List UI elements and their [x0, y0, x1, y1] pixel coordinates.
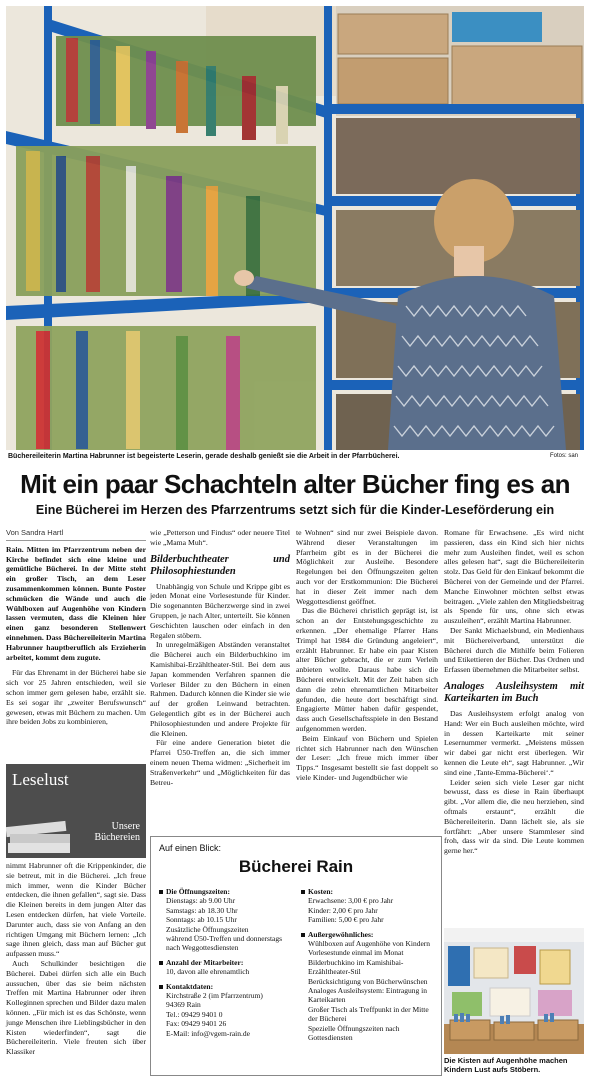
- paragraph: nimmt Habrunner oft die Krippenkinder, die sie betreut, mit in die Bücherei. „Ich freue mich immer, wenn die Kinder Bücher entdecken, die ihnen gefallen“, sagt sie. Dass die Kleinen bereits in dem jungen Alter das Lesen entdecken dürfen, hat viele Vorteile. Darunter auch, dass sie von Anfang an den richtigen Umgang mit Büchern lernen: „Ich sage ihnen gleich, dass man auf Bücher gut aufpassen muss.“: [6, 861, 146, 959]
- section-heading: Analoges Ausleihsystem mit Karteikarten im Buch: [444, 680, 584, 704]
- info-label: [301, 930, 437, 939]
- photo-credit: Fotos: san: [549, 453, 578, 459]
- paragraph: Romane für Erwachsene. „Es wird nicht passieren, dass ein Kind sich hier nichts mehr zum Ausleihen findet, weil es schon alles gelesen hat“, sagt die Büchereileiterin stolz. Das Geld für den Einkauf bekommt die Bücherei von der Gemeinde und der Pfarrei. Manche Einwohner möchten selbst etwas beitragen. „Viele zahlen den Mitgliedsbeitrag als Spende für uns, ohne sich etwas auszuleihen“, erzählt Martina Habrunner.: [444, 528, 584, 626]
- info-line: Vorlesestunde einmal im Monat: [308, 948, 404, 958]
- paragraph: Für eine andere Generation bietet die Pfarrei Ü50-Treffen an, die sich immer einem neuen Thema widmen: „Sicherheit im Straßenverkehr“ und „Möglichkeiten für das Betreu-: [150, 738, 290, 787]
- column-1: [6, 528, 146, 727]
- bullet-icon: [301, 933, 305, 937]
- paragraph: Für das Ehrenamt in der Bücherei habe sie sich vor 25 Jahren entschieden, weil sie schon immer gern gelesen habe, erzählt sie. Es sei sogar ihr „zweiter Berufswunsch“ gewesen, etwas mit Büchern zu machen. Um ihre beiden Jobs zu kombinieren,: [6, 668, 146, 727]
- photo-caption-text: Büchereileiterin Martina Habrunner ist begeisterte Leserin, gerade deshalb genießt sie die Arbeit in der Pfarrbücherei.: [8, 453, 400, 460]
- teaser-title: Leselust: [12, 770, 69, 789]
- info-line: Fax: 09429 9401 26: [166, 1019, 227, 1029]
- info-box-title: Bücherei Rain: [238, 857, 354, 876]
- headline: Mit ein paar Schachteln alter Bücher fing es an: [20, 469, 570, 499]
- info-line: Bilderbuchkino im Kamishibai-Erzähltheater-Stil: [308, 957, 404, 977]
- secondary-photo: [444, 928, 584, 1054]
- info-label: [159, 958, 295, 967]
- info-line: Kinder: 2,00 € pro Jahr: [308, 905, 378, 915]
- info-line: 94369 Rain: [166, 1000, 201, 1010]
- teaser-subtitle: [94, 821, 140, 843]
- column-3: [296, 528, 438, 783]
- secondary-photo-caption: Die Kisten auf Augenhöhe machen Kindern Lust aufs Stöbern.: [444, 1056, 568, 1074]
- teaser-subtitle-line2: Büchereien: [94, 832, 140, 843]
- email-link[interactable]: E-Mail: info@vgem-rain.de: [166, 1028, 250, 1038]
- paragraph: Das Ausleihsystem erfolgt analog von Hand: Wer ein Buch ausleihen möchte, wird in dessen Karteikarte mit seiner Lesernummer vermerkt. „Meistens müssen wir dabei gar nicht erst überlegen. Wir kennen die Leute eh“, sagt Habrunner. „Wir sind eine ‚Tante-Emma-Bücherei‘.“: [444, 708, 584, 777]
- info-label-text: Außergewöhnliches:: [308, 929, 374, 939]
- info-line: während Ü50-Treffen und donnerstags nach Weggottesdiensten: [166, 934, 283, 953]
- bullet-icon: [159, 961, 163, 965]
- section-heading: Bilderbuchtheater und Philosophiestunden: [150, 553, 290, 577]
- info-box-kicker: Auf einen Blick:: [159, 843, 222, 853]
- info-box-left: [159, 887, 295, 1038]
- info-label-text: Kosten:: [308, 887, 333, 896]
- lead-paragraph: Rain. Mitten im Pfarrzentrum neben der Kirche befindet sich eine kleine und gemütliche Bücherei. In der Mitte steht ein großer Tisch, an dem Leser zusammenkommen können. Bunte Poster schmücken die Wände und auch die Wühlboxen auf Augenhöhe von Kindern lassen vermuten, dass die Kleinen hier einen ganz besonderen Stellenwert einnehmen. Dass Büchereileiterin Martina Habrunner hauptberuflich als Erzieherin arbeitet, kommt dem zugute.: [6, 544, 146, 662]
- main-photo: [6, 6, 584, 450]
- bullet-icon: [159, 985, 163, 989]
- info-label-text: Die Öffnungszeiten:: [166, 887, 230, 896]
- info-label: [159, 982, 295, 991]
- info-line: Familien: 5,00 € pro Jahr: [308, 915, 384, 925]
- info-line: Kirchstraße 2 (im Pfarrzentrum): [166, 991, 263, 1001]
- info-label-text: Anzahl der Mitarbeiter:: [166, 957, 244, 967]
- info-line: 10, davon alle ehrenamtlich: [166, 967, 250, 977]
- paragraph: Der Sankt Michaelsbund, ein Medienhaus mit Büchereiverband, unterstützt die Bücherei durch die Mithilfe beim Folieren und Etikettieren der Bücher. Das Ordnen und Erfassen übernehmen die Mitarbeiter selbst.: [444, 625, 584, 675]
- column-1-continued: [6, 861, 146, 1057]
- info-line: Tel.: 09429 9401 0: [166, 1009, 223, 1019]
- series-teaser: [6, 764, 146, 858]
- info-box-right: [301, 887, 437, 1043]
- info-line: Samstags: ab 18.30 Uhr: [166, 905, 238, 915]
- info-label: [301, 887, 437, 896]
- column-4: [444, 528, 584, 856]
- info-line: Großer Tisch als Treffpunkt in der Mitte der Bücherei: [308, 1004, 429, 1024]
- info-line: Berücksichtigung von Bücherwünschen: [308, 976, 428, 986]
- bullet-icon: [159, 890, 163, 894]
- info-line: Wühlboxen auf Augenhöhe von Kindern: [308, 939, 431, 949]
- bullet-icon: [301, 890, 305, 894]
- paragraph: Beim Einkauf von Büchern und Spielen richtet sich Habrunner nach den Wünschen der Leser: „Ich freue mich immer über Tipps.“ Insgesamt bestellt sie fast doppelt so viele Kinder- und Jugendbücher wie: [296, 733, 438, 782]
- info-label-text: Kontaktdaten:: [166, 981, 214, 991]
- info-line: Spezielle Öffnungszeiten nach Gottesdiensten: [308, 1023, 400, 1043]
- info-line: Zusätzliche Öffnungszeiten: [166, 924, 249, 934]
- subheadline: Eine Bücherei im Herzen des Pfarrzentrums setzt sich für die Kinder-Leseförderung ein: [35, 503, 555, 517]
- paragraph: wie „Petterson und Findus“ oder neuere Titel wie „Mama Muh“.: [150, 528, 290, 547]
- info-line: Dienstags: ab 9.00 Uhr: [166, 896, 236, 906]
- paragraph: Das die Bücherei christlich geprägt ist, ist schon an der Entstehungsgeschichte zu erkennen. „Der ehemalige Pfarrer Hans Trimpl hat 1984 die Gründung angeleiert“, erzählt Habrunner. Er habe ein paar Kisten alter Bücher gebracht, die er zum Verleih anbieten wollte. Daraus habe sich die Bücherei entwickelt. Mit der Zeit haben sich dann die zehn ehrenamtlichen Mitarbeiter gefunden, die heute dort beschäftigt sind. Engagierte Mütter haben dafür gespendet, dass auch Gesellschaftsspiele in den Bestand aufgenommen werden.: [296, 606, 438, 733]
- paragraph: te Wohnen“ sind nur zwei Beispiele davon. Während dieser Veranstaltungen im Pfarrheim gibt es in der Bücherei die Möglichkeit zur Ausleihe. Besondere Regelungen bei den Öffnungszeiten gelten auch vor der Erstkommunion: Die Bücherei hat in dieser Zeit immer nach dem Weggottesdienst geöffnet.: [296, 528, 438, 606]
- info-line: Sonntags: ab 10.15 Uhr: [166, 915, 237, 925]
- teaser-subtitle-line1: Unsere: [111, 821, 140, 832]
- byline: Von Sandra Hartl: [6, 528, 146, 541]
- info-label: [159, 887, 295, 896]
- info-line: Erwachsene: 3,00 € pro Jahr: [308, 896, 394, 906]
- info-box: [150, 836, 442, 1076]
- column-2: [150, 528, 290, 787]
- paragraph: In unregelmäßigen Abständen veranstaltet die Bücherei auch ein Bilderbuchkino im Kamishibai-Erzähltheater-Stil. Bei dem aus Japan kommenden Verfahren spannen die Vorleser Bilder zu den Büchern in einen Rahmen. Dadurch können die Kinder sie wie auf der großen Leinwand betrachten. Gelegentlich gibt es in der Bücherei auch Philosophiestunden und andere Projekte für die Kleinen.: [150, 640, 290, 738]
- photo-caption: [8, 452, 582, 461]
- paragraph: Auch Schulkinder besichtigen die Bücherei. Dabei dürfen sich alle ein Buch aussuchen, über das sie beim nächsten Treffen mit Martina Habrunner oder ihren Kolleginnen sprechen und Bilder dazu malen können. „Für mich ist es das Schönste, wenn junge Menschen ihre Lieblingsbücher in den Kisten wiederfinden“, sagt die Büchereileiterin. Viele freuten sich über Klassiker: [6, 958, 146, 1057]
- info-line: Analoges Ausleihsystem: Eintragung in Karteikarten: [308, 986, 427, 1005]
- paragraph: Leider seien sich viele Leser gar nicht bewusst, dass es diese in Rain überhaupt gibt. „Vor allem die, die neu herziehen, sind oftmals erstaunt“, erzählt die Büchereileiterin. Dann lächelt sie, als sie fortfährt: „Aber unsere Stammleser sind froh, dass wir da sind. Die Leute kommen gerne her.“: [444, 777, 584, 856]
- paragraph: Unabhängig von Schule und Krippe gibt es jeden Monat eine Vorlesestunde für Kinder. Die sogenannten Bücherzwerge sind in zwei Gruppen, je nach Alter, unterteilt. Sie können Geschichten lauschen oder einfach in den Regalen stöbern.: [150, 581, 290, 640]
